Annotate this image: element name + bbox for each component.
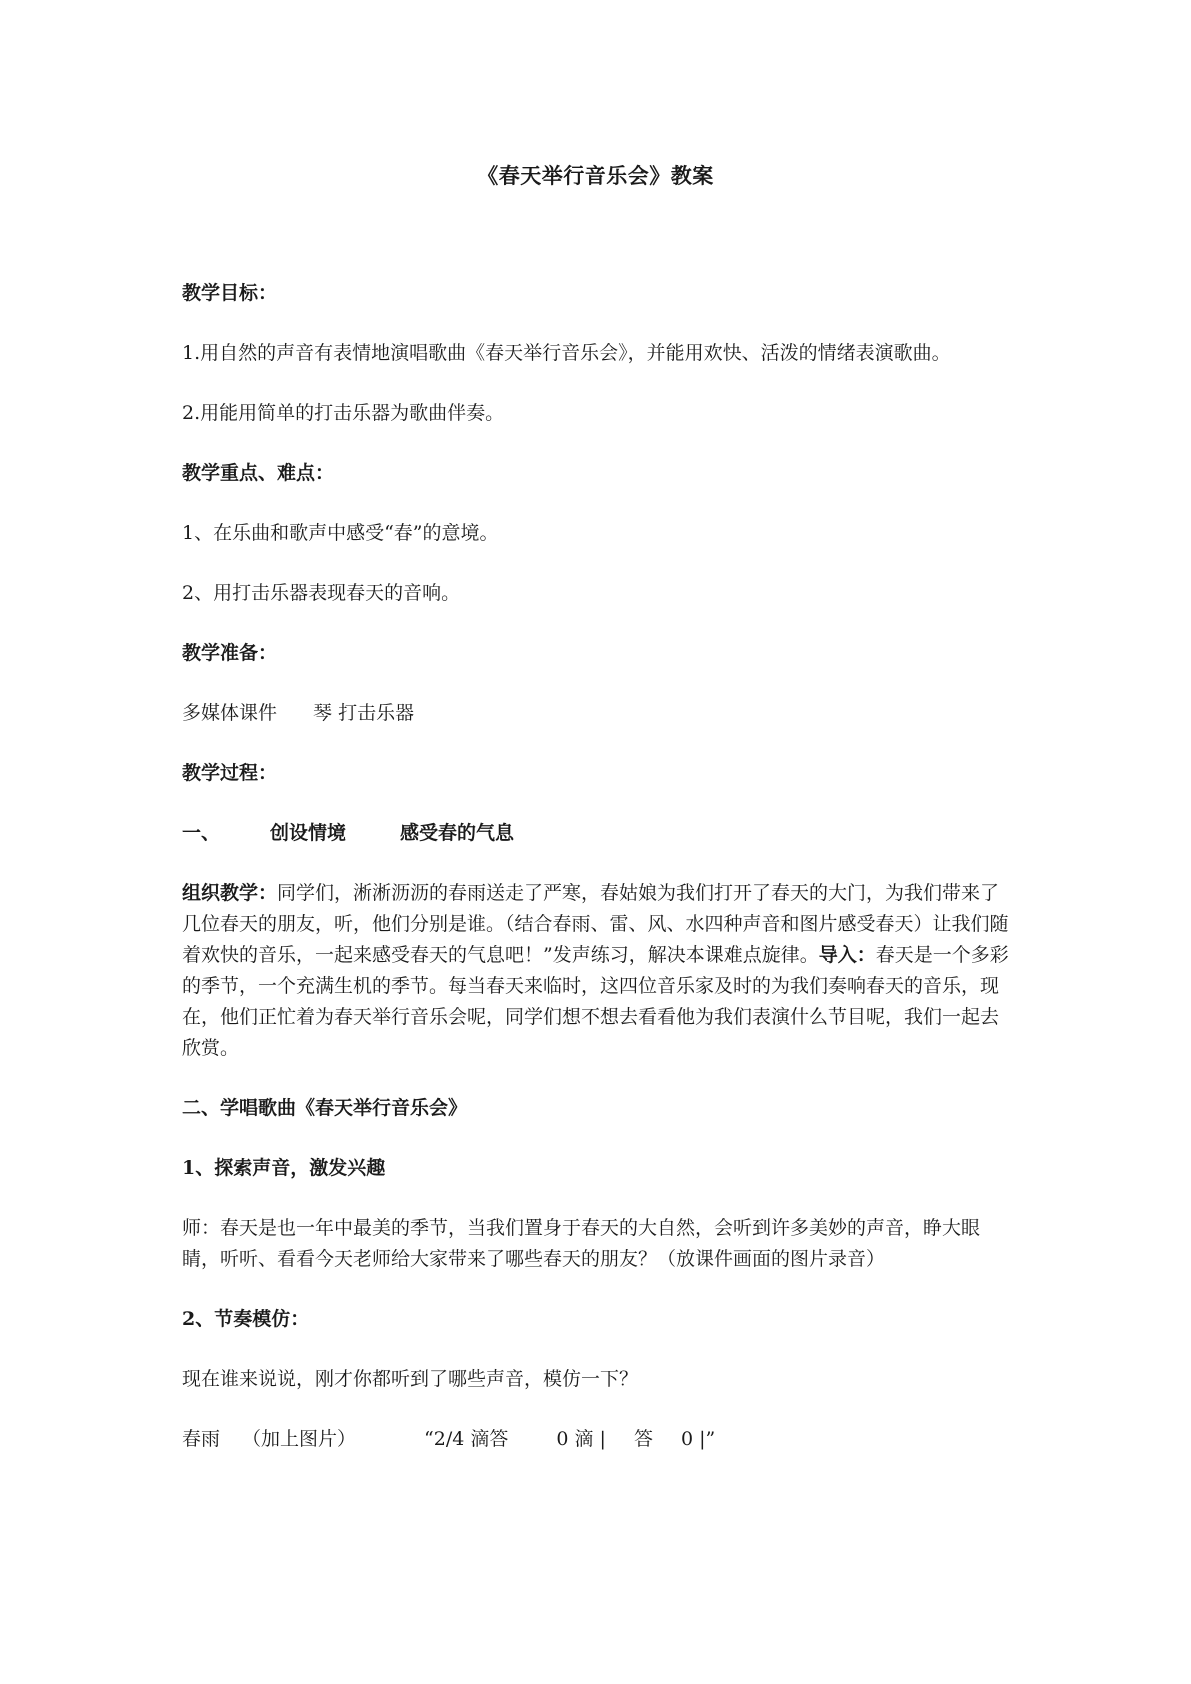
key-point-1: 1、在乐曲和歌声中感受“春”的意境。 [182,522,499,544]
prep-item-piano: 琴 [313,702,333,724]
step-1-title-a: 创设情境 [270,822,347,844]
sub-step-2-heading: 2、节奏模仿： [182,1308,310,1330]
sub-step-1-heading: 1、探索声音，激发兴趣 [182,1157,386,1179]
step-1-title-b: 感受春的气息 [400,822,515,844]
rhythm-rain-label: 春雨 [182,1428,221,1450]
goals-heading: 教学目标： [182,282,278,304]
organize-paragraph [182,878,1012,1064]
page-title: 《春天举行音乐会》教案 [477,163,714,188]
rhythm-rain-beat-2: 0 滴 | [556,1428,606,1450]
key-point-2: 2、用打击乐器表现春天的音响。 [182,582,461,604]
rhythm-line-rain [182,1424,1012,1455]
prep-item-multimedia: 多媒体课件 [182,702,278,724]
intro-text: 春天是一个多彩的季节，一个充满生机的季节。每当春天来临时，这四位音乐家及时的为我们奏响春天的音乐，现在，他们正忙着为春天举行音乐会呢，同学们想不想去看看他为我们表演什么节目呢，我们一起去欣赏。 [182,944,1009,1059]
key-points-heading: 教学重点、难点： [182,462,335,484]
step-2-heading: 二、学唱歌曲《春天举行音乐会》 [182,1097,468,1119]
prep-item-percussion: 打击乐器 [338,702,415,724]
step-1-heading [182,818,1012,849]
rhythm-rain-note: （加上图片） [242,1428,357,1450]
rhythm-rain-beat-1: “2/4 滴答 [424,1428,509,1450]
teacher-paragraph: 师：春天是也一年中最美的季节，当我们置身于春天的大自然，会听到许多美妙的声音，睁大眼睛，听听、看看今天老师给大家带来了哪些春天的朋友？（放课件画面的图片录音） [182,1217,981,1270]
goal-item-2: 2.用能用简单的打击乐器为歌曲伴奏。 [182,402,505,424]
process-heading: 教学过程： [182,762,278,784]
preparation-items [182,698,1012,729]
preparation-heading: 教学准备： [182,642,278,664]
rhythm-rain-beat-4: 0 |” [680,1428,716,1450]
organize-text: 同学们，淅淅沥沥的春雨送走了严寒，春姑娘为我们打开了春天的大门，为我们带来了几位春天的朋友，听，他们分别是谁。（结合春雨、雷、风、水四种声音和图片感受春天）让我们随着欢快的音乐，一起来感受春天的气息吧！”发声练习，解决本课难点旋律。 [182,882,1009,966]
rhythm-rain-beat-3: 答 [633,1428,653,1450]
step-1-number: 一、 [182,822,221,844]
organize-label: 组织教学： [182,882,278,904]
document-body [182,278,1012,1455]
intro-label: 导入： [818,944,876,966]
goal-item-1: 1.用自然的声音有表情地演唱歌曲《春天举行音乐会》，并能用欢快、活泼的情绪表演歌曲。 [182,342,951,364]
question-paragraph: 现在谁来说说，刚才你都听到了哪些声音，模仿一下？ [182,1368,639,1390]
